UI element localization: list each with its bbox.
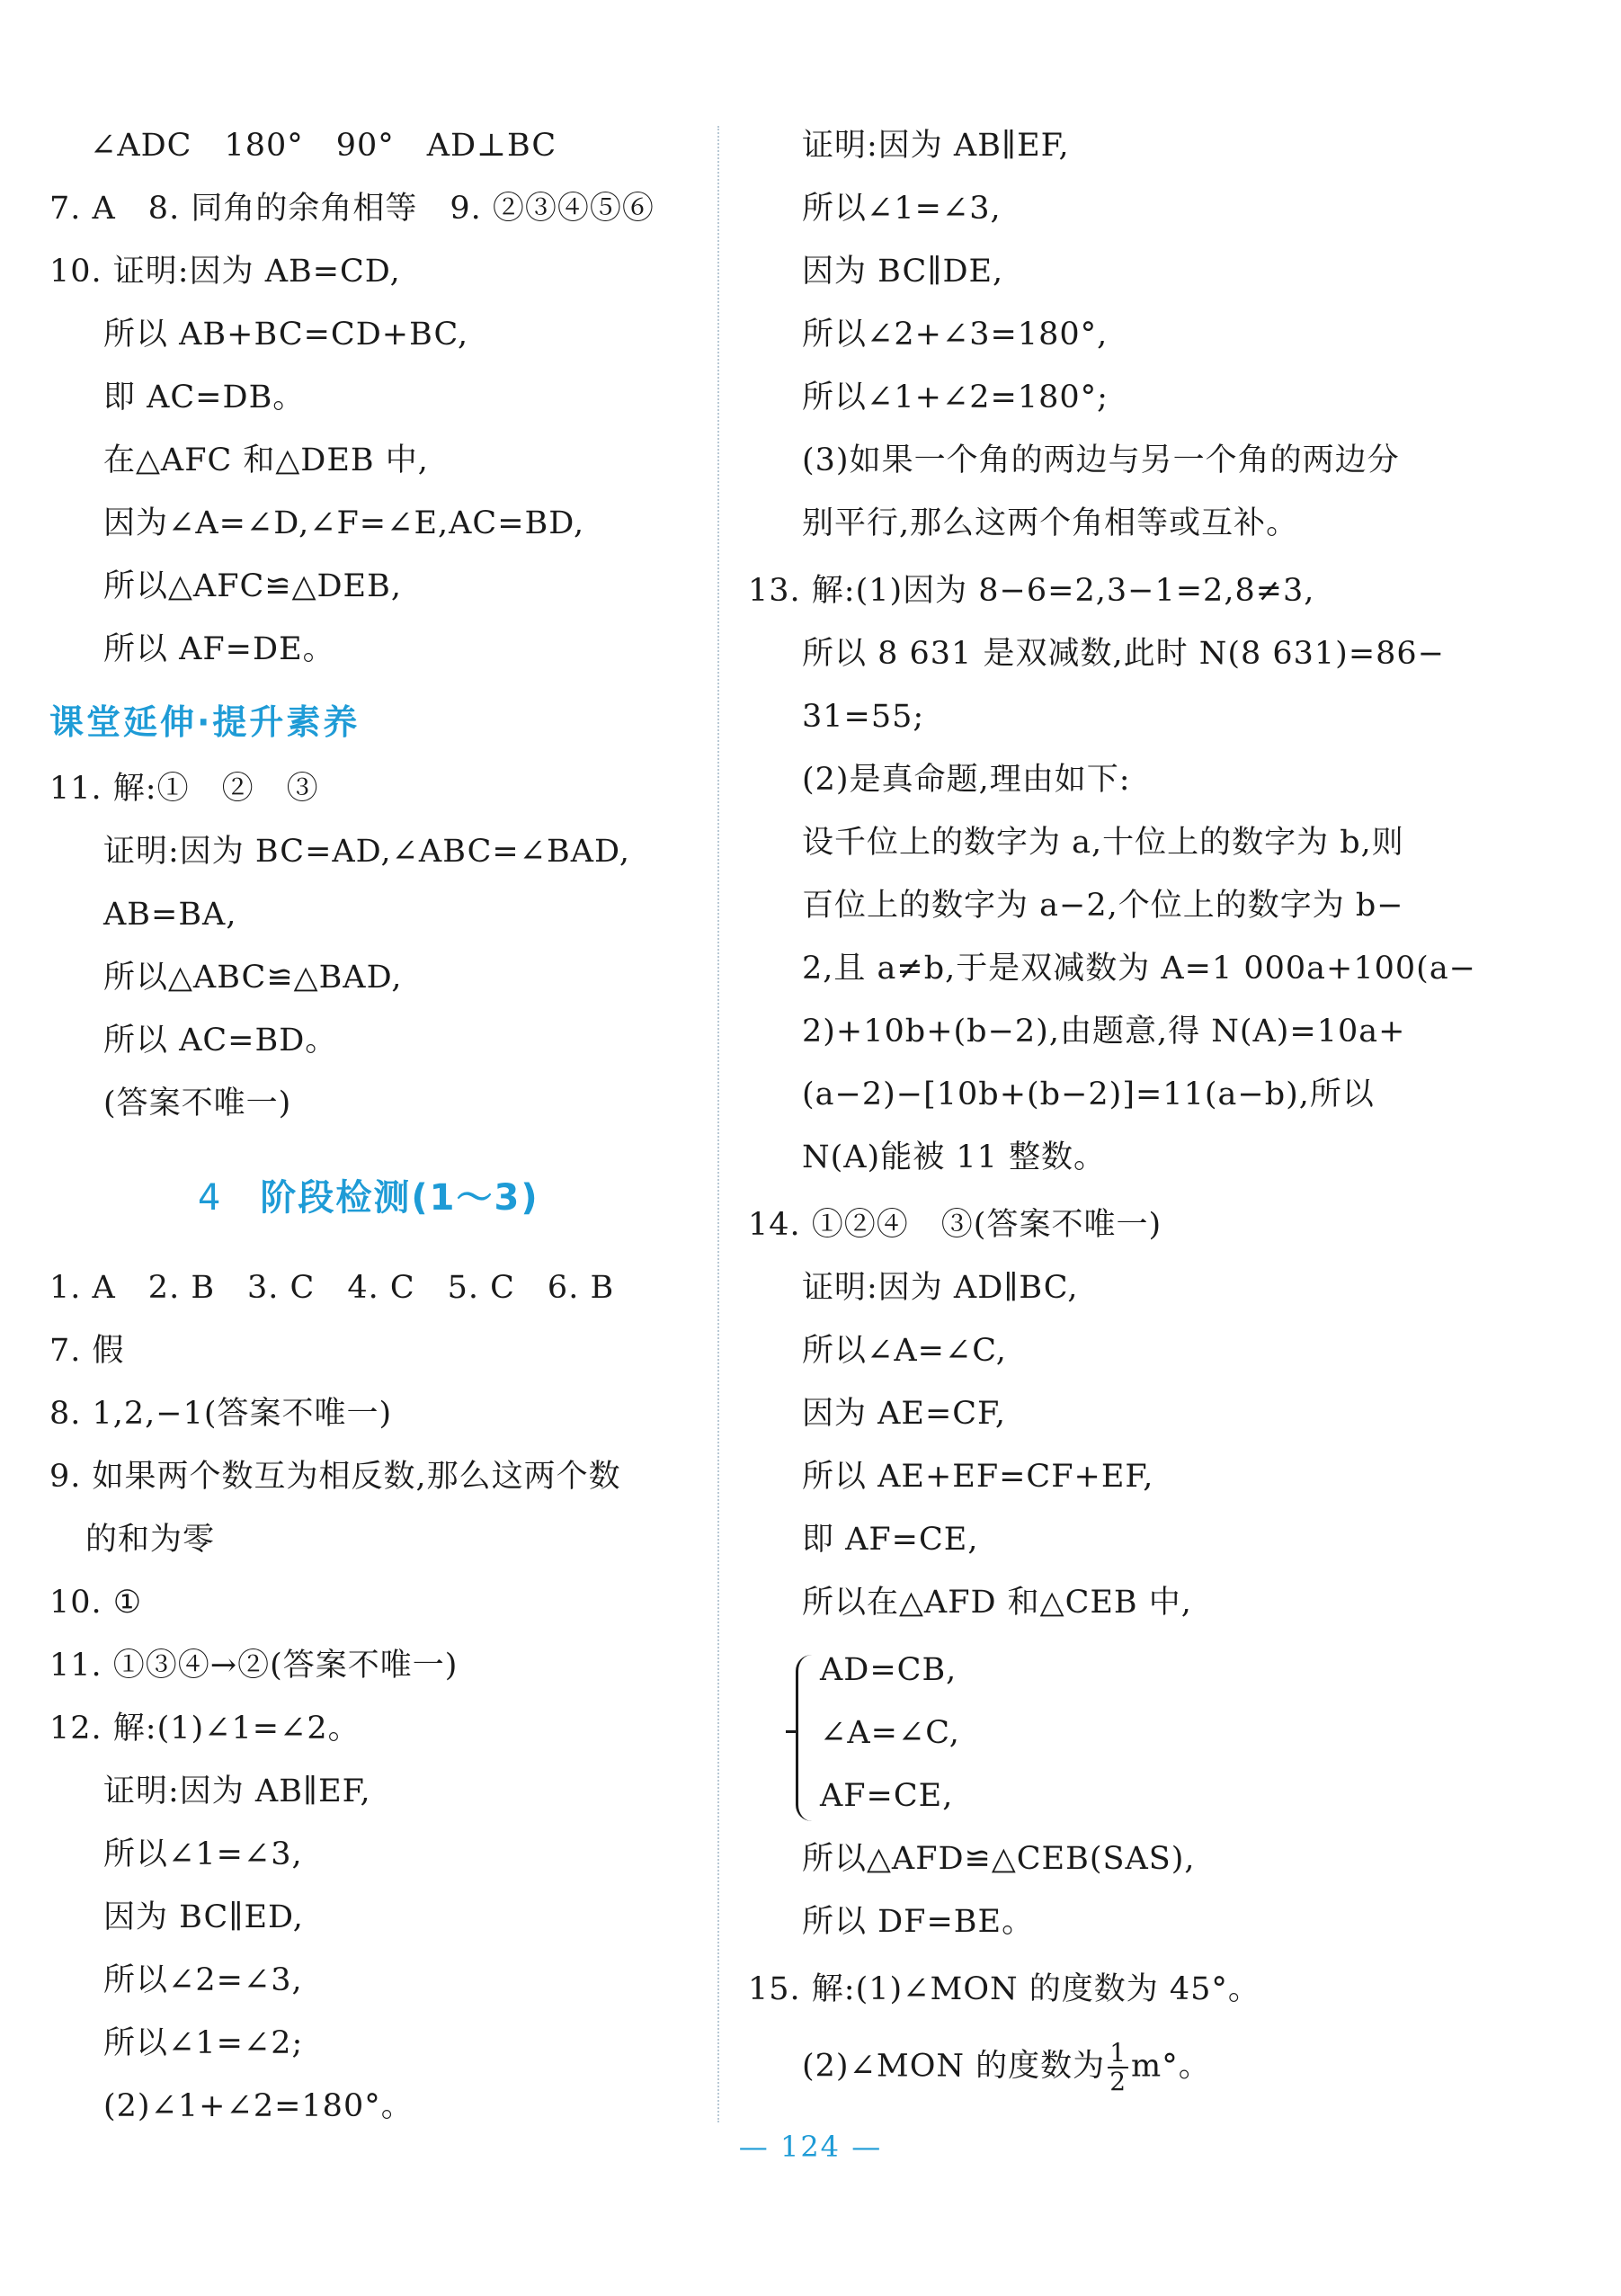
- text-line: 所以在△AFD 和△CEB 中,: [802, 1585, 1192, 1621]
- fraction-denominator: 2: [1109, 2067, 1127, 2096]
- text-line: (3)如果一个角的两边与另一个角的两边分: [802, 442, 1400, 478]
- text-line: (a−2)−[10b+(b−2)]=11(a−b),所以: [802, 1077, 1375, 1112]
- text-line: 8. 1,2,−1(答案不唯一): [49, 1396, 393, 1432]
- column-divider: [717, 126, 719, 2122]
- text-line: 在△AFC 和△DEB 中,: [103, 442, 429, 478]
- text-line: 因为 BC∥ED,: [103, 1899, 304, 1935]
- text-line: 所以∠1+∠2=180°;: [802, 380, 1109, 415]
- text-line: 10. 证明:因为 AB=CD,: [49, 254, 401, 290]
- text-line: 因为 BC∥DE,: [802, 254, 1004, 290]
- text-line: 所以△AFD≌△CEB(SAS),: [802, 1841, 1196, 1877]
- text-line: 的和为零: [85, 1522, 216, 1558]
- text-line: 百位上的数字为 a−2,个位上的数字为 b−: [802, 888, 1404, 924]
- text-line: 所以△AFC≌△DEB,: [103, 568, 402, 604]
- text-line: 证明:因为 AB∥EF,: [103, 1773, 371, 1809]
- text-line: 所以∠1=∠3,: [103, 1836, 303, 1872]
- text-line: 11. ①③④→②(答案不唯一): [49, 1648, 459, 1684]
- text-line: 2)+10b+(b−2),由题意,得 N(A)=10a+: [802, 1014, 1406, 1050]
- text-line: 31=55;: [802, 699, 925, 735]
- text-line: [802, 2040, 1211, 2095]
- text-line: (2)是真命题,理由如下:: [802, 762, 1131, 798]
- text-line: 所以 DF=BE。: [802, 1904, 1035, 1940]
- text-line: (2)∠1+∠2=180°。: [103, 2088, 414, 2124]
- text-line: 证明:因为 BC=AD,∠ABC=∠BAD,: [103, 834, 630, 870]
- text-line: 15. 解:(1)∠MON 的度数为 45°。: [748, 1971, 1260, 2007]
- text-line: 设千位上的数字为 a,十位上的数字为 b,则: [802, 825, 1404, 861]
- text-line: 所以∠A=∠C,: [802, 1333, 1007, 1369]
- text-line: 7. 假: [49, 1333, 125, 1369]
- text-line: AD=CB,: [820, 1652, 957, 1688]
- text-line: 2,且 a≠b,于是双减数为 A=1 000a+100(a−: [802, 951, 1477, 987]
- text-line: N(A)能被 11 整数。: [802, 1139, 1106, 1175]
- text-line: 14. ①②④ ③(答案不唯一): [748, 1207, 1162, 1243]
- brace-bracket: [796, 1655, 815, 1821]
- text-line: 所以 AF=DE。: [103, 631, 335, 667]
- fraction-numerator: 1: [1109, 2038, 1127, 2068]
- text-line: AF=CE,: [820, 1778, 954, 1814]
- text-line: 7. A 8. 同角的余角相等 9. ②③④⑤⑥: [49, 191, 655, 227]
- text-fragment: (2)∠MON 的度数为: [802, 2048, 1106, 2085]
- text-line: AB=BA,: [103, 897, 237, 933]
- text-line: 所以 8 631 是双减数,此时 N(8 631)=86−: [802, 636, 1446, 672]
- chapter-number: 4: [198, 1177, 223, 1219]
- text-line: 即 AC=DB。: [103, 380, 306, 415]
- text-line: 所以∠2=∠3,: [103, 1962, 303, 1998]
- text-line: (答案不唯一): [103, 1085, 292, 1121]
- chapter-title: 阶段检测(1～3): [260, 1177, 539, 1219]
- text-line: 11. 解:① ② ③: [49, 771, 319, 807]
- text-line: 因为 AE=CF,: [802, 1396, 1007, 1432]
- text-line: 因为∠A=∠D,∠F=∠E,AC=BD,: [103, 505, 585, 541]
- text-line: 所以∠2+∠3=180°,: [802, 317, 1109, 353]
- text-line: 所以 AE+EF=CF+EF,: [802, 1459, 1154, 1495]
- section-heading: 课堂延伸·提升素养: [49, 702, 361, 742]
- text-line: 所以△ABC≌△BAD,: [103, 960, 403, 996]
- page-number: — 124 —: [738, 2130, 883, 2164]
- text-fragment: m°。: [1131, 2048, 1211, 2085]
- text-line: 别平行,那么这两个角相等或互补。: [802, 505, 1299, 541]
- text-line: 所以 AC=BD。: [103, 1023, 338, 1059]
- text-line: 所以∠1=∠2;: [103, 2025, 304, 2061]
- text-line: 1. A 2. B 3. C 4. C 5. C 6. B: [49, 1270, 615, 1306]
- text-line: 10. ①: [49, 1585, 143, 1621]
- text-line: 9. 如果两个数互为相反数,那么这两个数: [49, 1459, 621, 1495]
- text-line: 所以∠1=∠3,: [802, 191, 1002, 227]
- text-line: 证明:因为 AB∥EF,: [802, 128, 1070, 164]
- text-line: 所以 AB+BC=CD+BC,: [103, 317, 469, 353]
- chapter-heading: [198, 1169, 539, 1220]
- text-line: 13. 解:(1)因为 8−6=2,3−1=2,8≠3,: [748, 573, 1315, 609]
- text-line: 12. 解:(1)∠1=∠2。: [49, 1711, 361, 1747]
- text-line: ∠A=∠C,: [820, 1715, 960, 1751]
- fraction: [1108, 2040, 1128, 2095]
- text-line: 证明:因为 AD∥BC,: [802, 1270, 1079, 1306]
- text-line: 即 AF=CE,: [802, 1522, 979, 1558]
- text-line: ∠ADC 180° 90° AD⊥BC: [90, 128, 557, 164]
